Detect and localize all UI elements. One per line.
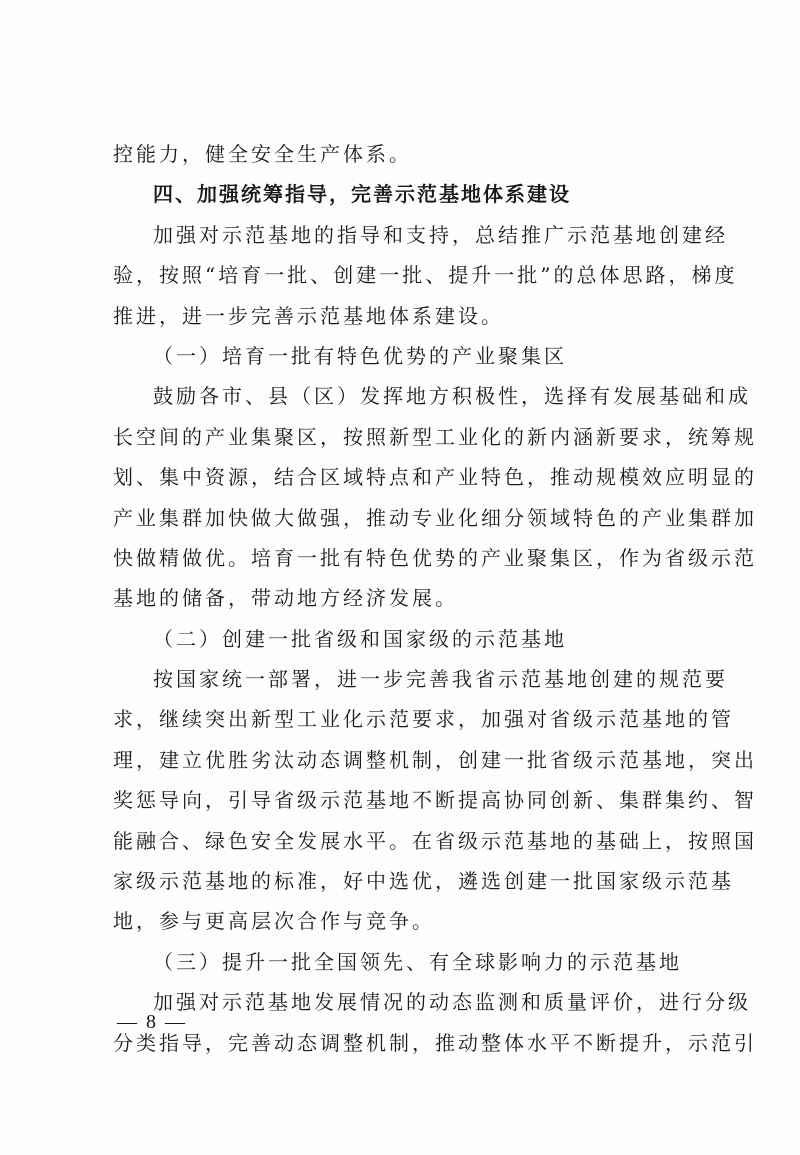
body-text-line: 产业集群加快做大做强，推动专业化细分领域特色的产业集群加	[113, 505, 757, 530]
body-text-line: 求，继续突出新型工业化示范要求，加强对省级示范基地的管	[113, 707, 734, 732]
body-text-line: 能融合、绿色安全发展水平。在省级示范基地的基础上，按照国	[113, 828, 757, 853]
page-number: — 8 —	[117, 1011, 187, 1033]
body-text-line: 基地的储备，带动地方经济发展。	[113, 586, 458, 611]
body-text-line: 快做精做优。培育一批有特色优势的产业聚集区，作为省级示范	[113, 545, 757, 570]
paragraph-first-line: 加强对示范基地的指导和支持，总结推广示范基地创建经	[153, 222, 728, 247]
body-text-line: 长空间的产业集聚区，按照新型工业化的新内涵新要求，统筹规	[113, 424, 757, 449]
body-text-line: 地，参与更高层次合作与竞争。	[113, 909, 435, 934]
paragraph-first-line: 按国家统一部署，进一步完善我省示范基地创建的规范要	[153, 667, 728, 692]
body-text-line: 划、集中资源，结合区域特点和产业特色，推动规模效应明显的	[113, 465, 757, 490]
document-body	[113, 134, 757, 1063]
body-text-line: 分类指导，完善动态调整机制，推动整体水平不断提升，示范引	[113, 1030, 757, 1055]
subsection-heading: （一）培育一批有特色优势的产业聚集区	[153, 343, 567, 368]
body-text-line: 验，按照“培育一批、创建一批、提升一批”的总体思路，梯度	[113, 263, 738, 288]
body-text-line: 家级示范基地的标准，好中选优，遴选创建一批国家级示范基	[113, 869, 734, 894]
subsection-heading: （三）提升一批全国领先、有全球影响力的示范基地	[153, 949, 682, 974]
paragraph-first-line: 鼓励各市、县（区）发挥地方积极性，选择有发展基础和成	[153, 384, 751, 409]
body-text-line: 控能力，健全安全生产体系。	[113, 142, 412, 166]
body-text-line: 理，建立优胜劣汰动态调整机制，创建一批省级示范基地，突出	[113, 747, 757, 772]
subsection-heading: （二）创建一批省级和国家级的示范基地	[153, 626, 567, 651]
paragraph-first-line: 加强对示范基地发展情况的动态监测和质量评价，进行分级	[153, 990, 751, 1015]
body-text-line: 奖惩导向，引导省级示范基地不断提高协同创新、集群集约、智	[113, 788, 757, 813]
body-text-line: 推进，进一步完善示范基地体系建设。	[113, 303, 504, 328]
section-heading: 四、加强统筹指导，完善示范基地体系建设	[153, 182, 571, 207]
